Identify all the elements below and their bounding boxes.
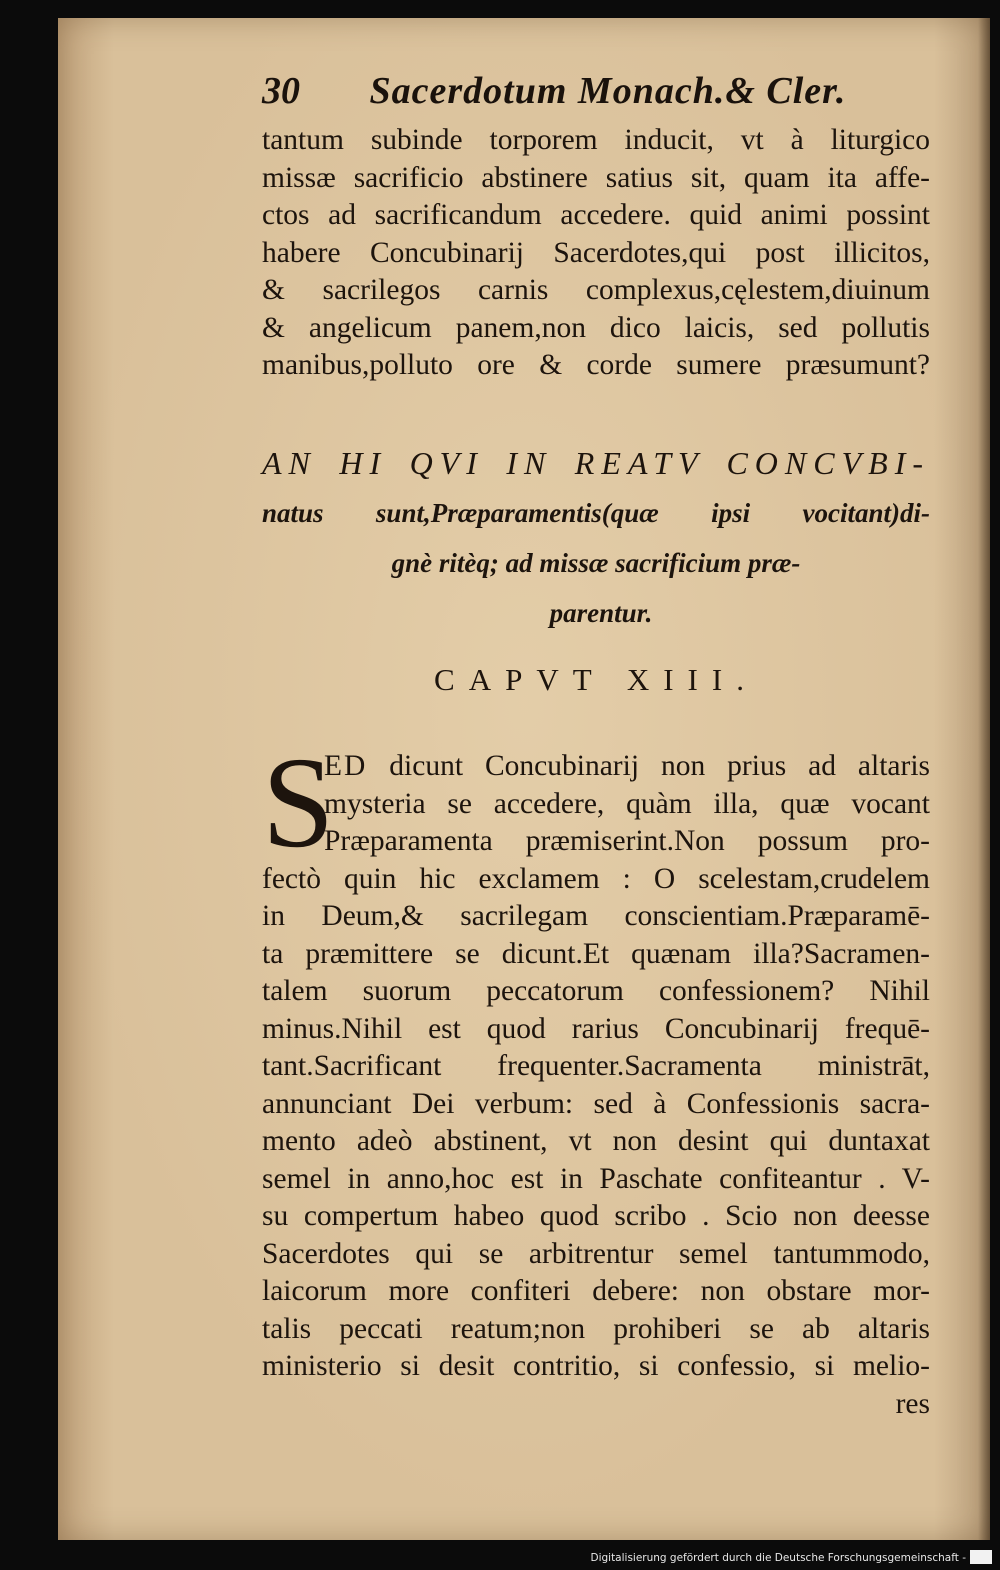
text-line: talem suorum peccatorum confessionem? Nihil — [262, 975, 930, 1007]
text-line: & angelicum panem,non dico laicis, sed pollutis — [262, 311, 930, 344]
text-line: Sacerdotes qui se arbitrentur semel tantummodo, — [262, 1237, 930, 1270]
text-line: in Deum,& sacrilegam conscientiam.Præparamē- — [262, 900, 930, 932]
dfg-logo-icon — [970, 1550, 992, 1564]
drop-cap: S — [262, 731, 335, 875]
question-line: AN HI QVI IN REATV CONCVBI- — [262, 445, 930, 481]
paragraph-1 — [262, 122, 930, 385]
text-line: mento adeò abstinent, vt non desint qui duntaxat — [262, 1125, 930, 1157]
chapter-question-heading — [262, 438, 930, 638]
text-line: missæ sacrificio abstinere satius sit, quam ita affe- — [262, 161, 930, 194]
text-line: mysteria se accedere, quàm illa, quæ vocant — [324, 787, 930, 820]
text-line: ctos ad sacrificandum accedere. quid animi possint — [262, 199, 930, 231]
text-line: habere Concubinarij Sacerdotes,qui post illicitos, — [262, 236, 930, 269]
text-line: semel in anno,hoc est in Paschate confiteantur . V- — [262, 1162, 930, 1195]
text-line: fectò quin hic exclamem : O scelestam,crudelem — [262, 862, 930, 895]
text-line: su compertum habeo quod scribo . Scio non deesse — [262, 1200, 930, 1232]
question-line: gnè ritèq; ad missæ sacrificium præ- — [391, 548, 801, 578]
text-line: laicorum more confiteri debere: non obstare mor- — [262, 1275, 930, 1307]
page-edge-shadow — [978, 18, 990, 1540]
text-line: talis peccati reatum;non prohiberi se ab altaris — [262, 1312, 930, 1345]
text-line: & sacrilegos carnis complexus,cęlestem,diuinum — [262, 274, 930, 306]
text-line: ta præmittere se dicunt.Et quænam illa?Sacramen- — [262, 937, 930, 970]
first-line-text: dicunt Concubinarij non prius ad altaris — [389, 750, 931, 782]
text-line: manibus,polluto ore & corde sumere præsumunt? — [262, 349, 930, 381]
running-title: Sacerdotum Monach.& Cler. — [369, 70, 847, 112]
text-line: ministerio si desit contritio, si confessio, si melio- — [262, 1350, 930, 1382]
paragraph-2 — [262, 731, 931, 1423]
text-line: tantum subinde torporem inducit, vt à liturgico — [262, 124, 930, 156]
text-line-first — [262, 748, 930, 786]
page-header — [262, 66, 902, 116]
chapter-heading: CAPVT XIII. — [434, 662, 758, 697]
page-number: 30 — [262, 70, 300, 112]
question-line: natus sunt,Præparamentis(quæ ipsi vocitant)di- — [262, 498, 930, 528]
text-line: Præparamenta præmiserint.Non possum pro- — [324, 825, 930, 857]
text-line: tant.Sacrificant frequenter.Sacramenta ministrāt, — [262, 1050, 930, 1082]
small-caps-start: ED — [324, 750, 368, 782]
catchword: res — [895, 1387, 930, 1420]
question-line: parentur. — [549, 598, 653, 628]
funding-credit: Digitalisierung gefördert durch die Deutsche Forschungsgemeinschaft - — [590, 1552, 966, 1564]
text-line: minus.Nihil est quod rarius Concubinarij frequē- — [262, 1012, 930, 1045]
text-line: annunciant Dei verbum: sed à Confessionis sacra- — [262, 1087, 930, 1120]
